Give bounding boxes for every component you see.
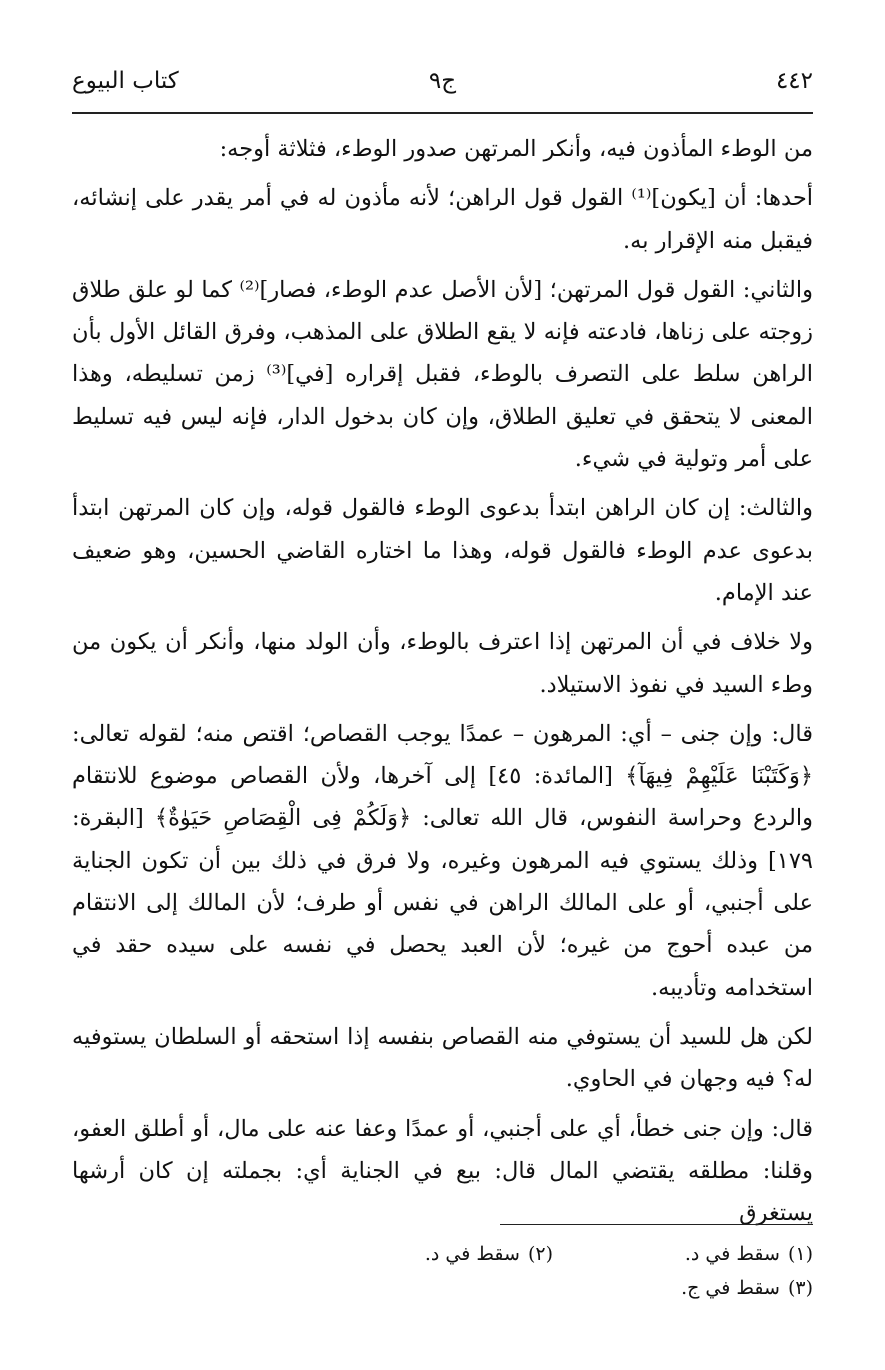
footnote-1 — [573, 1237, 813, 1271]
paragraph: قال: وإن جنى خطأ، أي على أجنبي، أو عمدًا وعفا عنه على مال، أو أطلق العفو، وقلنا: مطلقه يقتضي المال قال: بيع في الجناية أي: بجملته إن كان أرشها يستغرق — [72, 1115, 813, 1227]
header-rule — [72, 112, 813, 114]
paragraph: أحدها: أن [يكون]⁽¹⁾ القول قول الراهن؛ لأنه مأذون له في أمر يقدر على إنشائه، فيقبل منه الإقرار به. — [72, 185, 813, 254]
footnote-number: (٢) — [527, 1243, 553, 1265]
footnotes — [72, 1237, 813, 1305]
page-number: ٤٤٢ — [775, 68, 813, 94]
paragraph: لكن هل للسيد أن يستوفي منه القصاص بنفسه إذا استحقه أو السلطان يستوفيه له؟ فيه وجهان في الحاوي. — [72, 1023, 813, 1093]
footnote-rule — [500, 1224, 813, 1225]
footnote-2 — [313, 1237, 553, 1271]
paragraph: ولا خلاف في أن المرتهن إذا اعترف بالوطء، وأن الولد منها، وأنكر أن يكون من وطء السيد في نفوذ الاستيلاد. — [72, 629, 813, 698]
footnote-text: سقط في د. — [424, 1243, 520, 1265]
paragraph: والثالث: إن كان الراهن ابتدأ بدعوى الوطء فالقول قوله، وإن كان المرتهن ابتدأ بدعوى عدم الوطء فالقول قوله، وهذا ما اختاره القاضي الحسين، وهو ضعيف عند الإمام. — [72, 495, 813, 606]
footnote-row — [72, 1271, 813, 1305]
footnote-text: سقط في ج. — [681, 1277, 780, 1299]
footnote-3 — [573, 1271, 813, 1305]
running-head — [72, 68, 813, 108]
paragraph: من الوطء المأذون فيه، وأنكر المرتهن صدور الوطء، فثلاثة أوجه: — [219, 136, 813, 162]
book-title: كتاب البيوع — [72, 68, 179, 94]
paragraph: قال: وإن جنى – أي: المرهون – عمدًا يوجب القصاص؛ اقتص منه؛ لقوله تعالى: ﴿وَكَتَبْنَا عَلَيْهِمْ فِيهَآ﴾ [المائدة: ٤٥] إلى آخرها، ولأن القصاص موضوع للانتقام والردع وحراسة النفوس، قال الله تعالى: ﴿وَلَكُمْ فِى الْقِصَاصِ حَيَوٰةٌ﴾ [البقرة: ١٧٩] وذلك يستوي فيه المرهون وغيره، ولا فرق في ذلك بين أن تكون الجناية على أجنبي، أو على المالك الراهن في نفس أو طرف؛ لأن المالك إلى الانتقام من عبده أحوج من غيره؛ لأن العبد يحصل في نفسه على سيده حقد في استخدامه وتأديبه. — [72, 720, 814, 1001]
footnote-number: (٣) — [787, 1277, 813, 1299]
main-text — [72, 128, 813, 1241]
footnote-text: سقط في د. — [684, 1243, 780, 1265]
footnote-number: (١) — [787, 1243, 813, 1265]
paragraph: والثاني: القول قول المرتهن؛ [لأن الأصل عدم الوطء، فصار]⁽²⁾ كما لو علق طلاق زوجته على زناها، فادعته فإنه لا يقع الطلاق على المذهب، وفرق القائل الأول بأن الراهن سلط على التصرف بالوطء، فقبل إقراره [في]⁽³⁾ زمن تسليطه، وهذا المعنى لا يتحقق في تعليق الطلاق، وإن كان بدخول الدار، فإنه ليس فيه تسليط على أمر وتولية في شيء. — [72, 276, 813, 473]
footnote-row — [72, 1237, 813, 1271]
volume-label: ج٩ — [428, 68, 457, 94]
